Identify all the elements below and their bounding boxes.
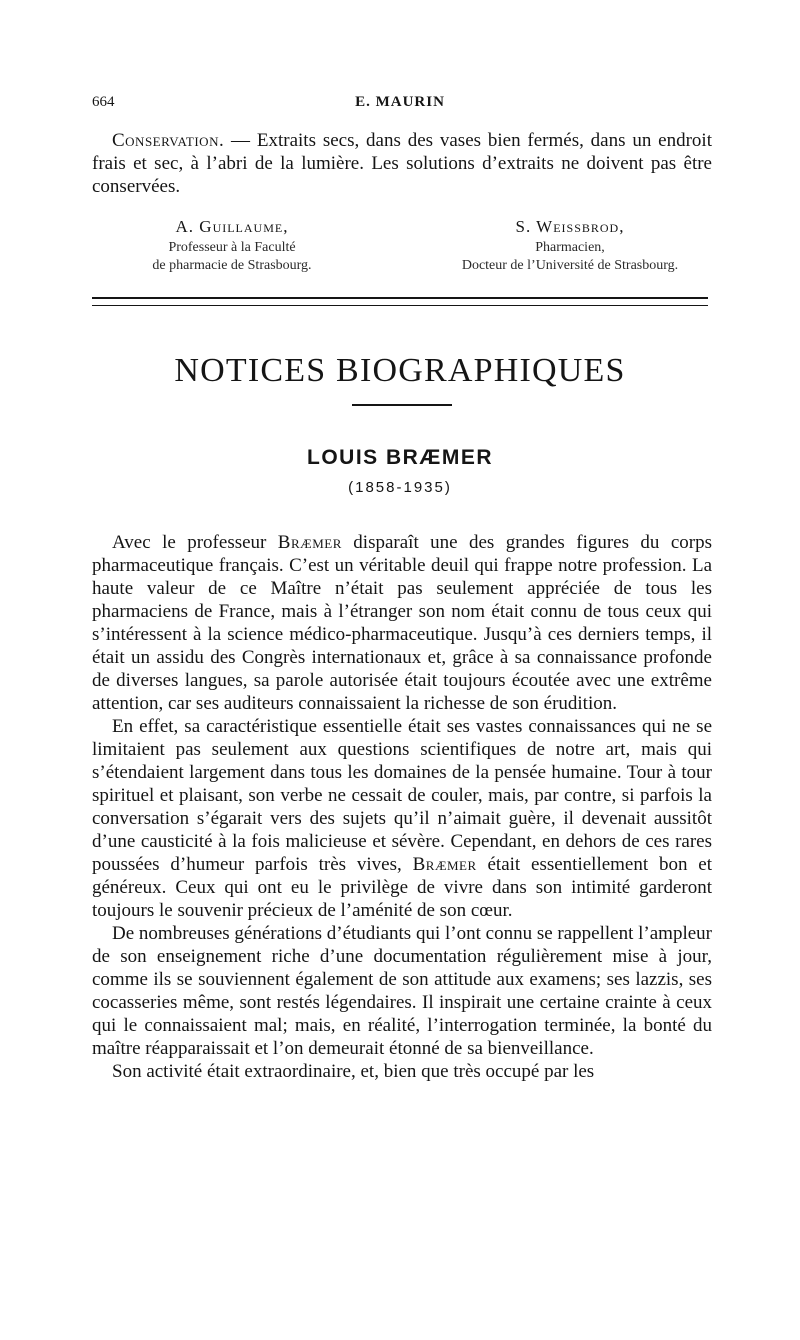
text-run: Avec le professeur xyxy=(112,532,278,553)
signature-affiliation: Docteur de l’Université de Strasbourg. xyxy=(461,258,679,273)
conservation-section xyxy=(92,129,712,198)
person-name: Bræmer xyxy=(277,532,342,553)
text-run: était essentiellement bon et généreux. Ceux qui ont eu le privilège de vivre dans son intimité garderont toujours le souvenir précieux de l’aménité de son cœur. xyxy=(92,854,713,921)
section-title: NOTICES BIOGRAPHIQUES xyxy=(174,352,626,389)
conservation-label: Conservation. xyxy=(112,130,225,151)
biography-dates: (1858-1935) xyxy=(348,479,452,496)
section-divider-thin xyxy=(92,305,708,306)
section-divider-thick xyxy=(92,297,708,299)
conservation-text: — Extraits secs, dans des vases bien fermés, dans un endroit frais et sec, à l’abri de la lumière. Les solutions d’extraits ne doivent pas être conservées. xyxy=(92,130,712,197)
signature-affiliation: de pharmacie de Strasbourg. xyxy=(152,258,312,273)
body-paragraph-2 xyxy=(92,715,712,922)
person-name: Bræmer xyxy=(412,854,477,875)
text-run: En effet, sa caractéristique essentielle était ses vastes connaissances qui ne se limitaient pas seulement aux questions scientifiques de notre art, mais qui s’étendaient largement dans tous les domaines de la pensée humaine. Tour à tour spirituel et plaisant, son verbe ne cessait de couler, mais, par contre, si parfois la conversation s’égarait vers des sujets qu’il n’aimait guère, il devenait aussitôt d’une causticité à la fois malicieuse et sévère. Cependant, en dehors de ces rares poussées d’humeur parfois très vives, xyxy=(92,716,712,875)
biography-name: LOUIS BRÆMER xyxy=(307,446,493,469)
signature-guillaume xyxy=(112,215,352,275)
signature-title: Professeur à la Faculté xyxy=(168,240,296,255)
signature-name: S. Weissbrod, xyxy=(515,217,625,236)
biography-body xyxy=(92,531,712,1083)
page-number: 664 xyxy=(92,94,115,110)
signature-name: A. Guillaume, xyxy=(175,217,289,236)
page-header xyxy=(92,94,708,116)
body-paragraph-1 xyxy=(92,531,712,715)
text-run: disparaît une des grandes figures du corps pharmaceutique français. C’est un véritable deuil qui frappe notre profession. La haute valeur de ce Maître n’était pas seulement appréciée de tous les pharmaciens de France, mais à l’étranger son nom était connu de tous ceux qui s’intéressent à la science médico-pharmaceutique. Jusqu’à ces derniers temps, il était un assidu des Congrès internationaux et, grâce à sa connaissance profonde de diverses langues, sa parole autorisée était toujours écoutée avec une extrême attention, car ses auditeurs connaissaient la richesse de son érudition. xyxy=(92,532,713,714)
signature-weissbrod xyxy=(420,215,720,275)
signature-title: Pharmacien, xyxy=(535,240,605,255)
conservation-paragraph xyxy=(92,129,712,198)
body-paragraph-3: De nombreuses générations d’étudiants qui l’ont connu se rappellent l’ampleur de son enseignement riche d’une documentation régulièrement mise à jour, comme ils se souviennent également de son attitude aux examens; ses lazzis, ses cocasseries même, sont restés légendaires. Il inspirait une certaine crainte à ceux qui le connaissaient mal; mais, en réalité, l’interrogation terminée, la bonté du maître réapparaissait et l’on demeurait étonné de sa bienveillance. xyxy=(92,923,712,1059)
title-underline xyxy=(352,404,452,406)
running-head: E. MAURIN xyxy=(355,94,445,110)
body-paragraph-4: Son activité était extraordinaire, et, bien que très occupé par les xyxy=(112,1061,595,1082)
